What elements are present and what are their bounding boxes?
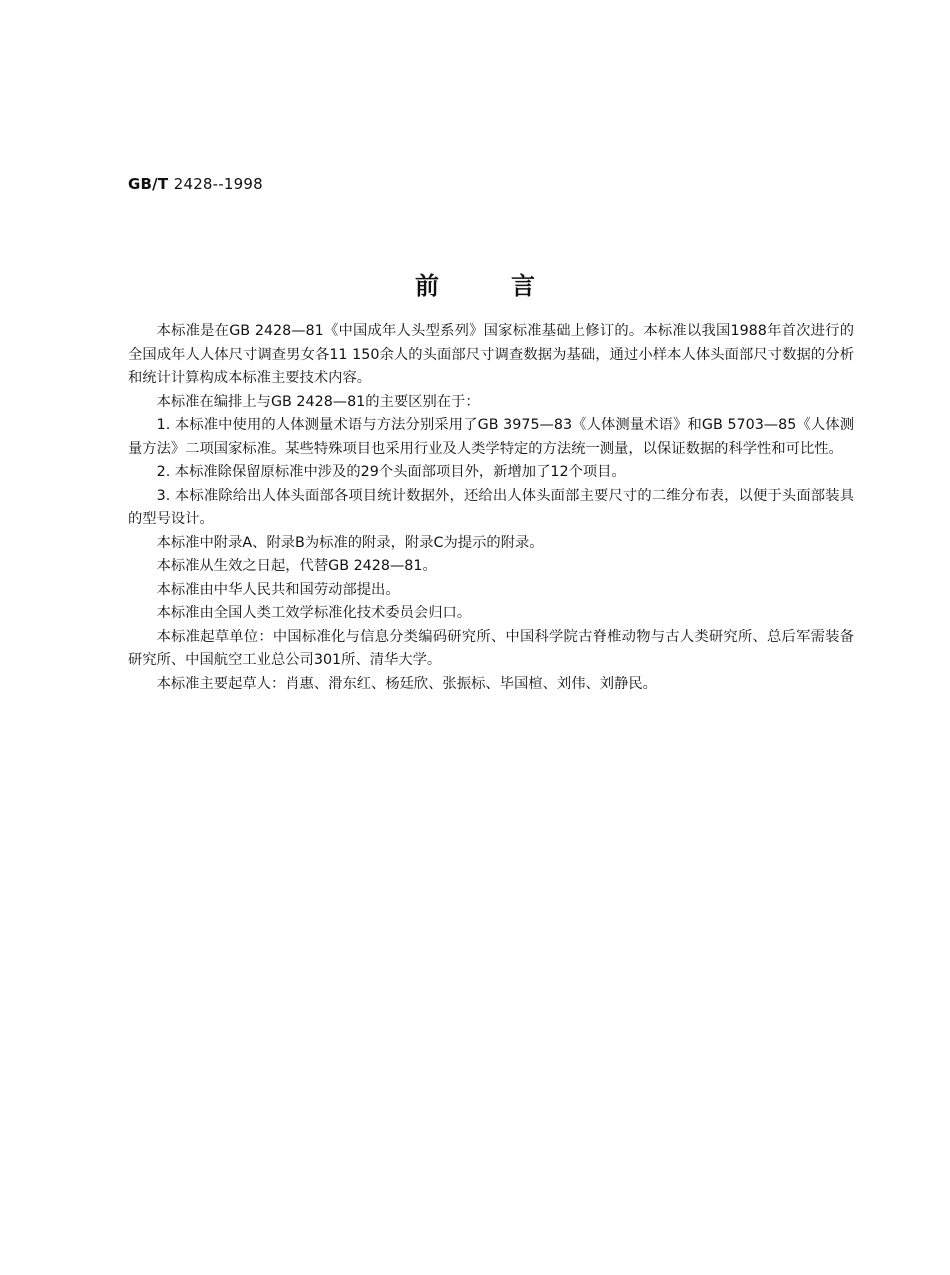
paragraph-drafters: 本标准主要起草人：肖惠、滑东红、杨廷欣、张振标、毕国楦、刘伟、刘静民。 xyxy=(156,675,657,692)
standard-code-prefix: GB/T xyxy=(128,175,169,193)
paragraph-drafting-units: 本标准起草单位：中国标准化与信息分类编码研究所、中国科学院古脊椎动物与古人类研究所、总后军需装备研究所、中国航空工业总公司301所、清华大学。 xyxy=(128,628,854,668)
page-title xyxy=(0,266,950,301)
standard-code-number: 2428--1998 xyxy=(173,175,263,193)
title-char-2: 言 xyxy=(511,272,535,300)
paragraph-difference-2: 2. 本标准除保留原标准中涉及的29个头面部项目外，新增加了12个项目。 xyxy=(156,464,626,480)
standard-code xyxy=(128,175,263,193)
paragraph-difference-3: 3. 本标准除给出人体头面部各项目统计数据外，还给出人体头面部主要尺寸的二维分布表，以便于头面部装具的型号设计。 xyxy=(128,487,854,527)
paragraph-centralized-by: 本标准由全国人类工效学标准化技术委员会归口。 xyxy=(156,605,472,621)
paragraph-proposed-by: 本标准由中华人民共和国劳动部提出。 xyxy=(156,581,400,598)
paragraph-difference-1: 1. 本标准中使用的人体测量术语与方法分别采用了GB 3975—83《人体测量术语》和GB 5703—85《人体测量方法》二项国家标准。某些特殊项目也采用行业及人类学特定的方法统一测量，以保证数据的科学性和可比性。 xyxy=(128,417,854,457)
title-char-1: 前 xyxy=(415,272,439,300)
paragraph-basis: 本标准是在GB 2428—81《中国成年人头型系列》国家标准基础上修订的。本标准以我国1988年首次进行的全国成年人人体尺寸调查男女各11 150余人的头面部尺寸调查数据为基础，通过小样本人体头面部尺寸数据的分析和统计计算构成本标准主要技术内容。 xyxy=(128,323,854,386)
paragraph-differences-intro: 本标准在编排上与GB 2428—81的主要区别在于： xyxy=(156,393,480,410)
paragraph-replaces: 本标准从生效之日起，代替GB 2428—81。 xyxy=(156,558,437,574)
foreword-body xyxy=(128,320,854,696)
paragraph-appendices: 本标准中附录A、附录B为标准的附录，附录C为提示的附录。 xyxy=(156,534,544,551)
